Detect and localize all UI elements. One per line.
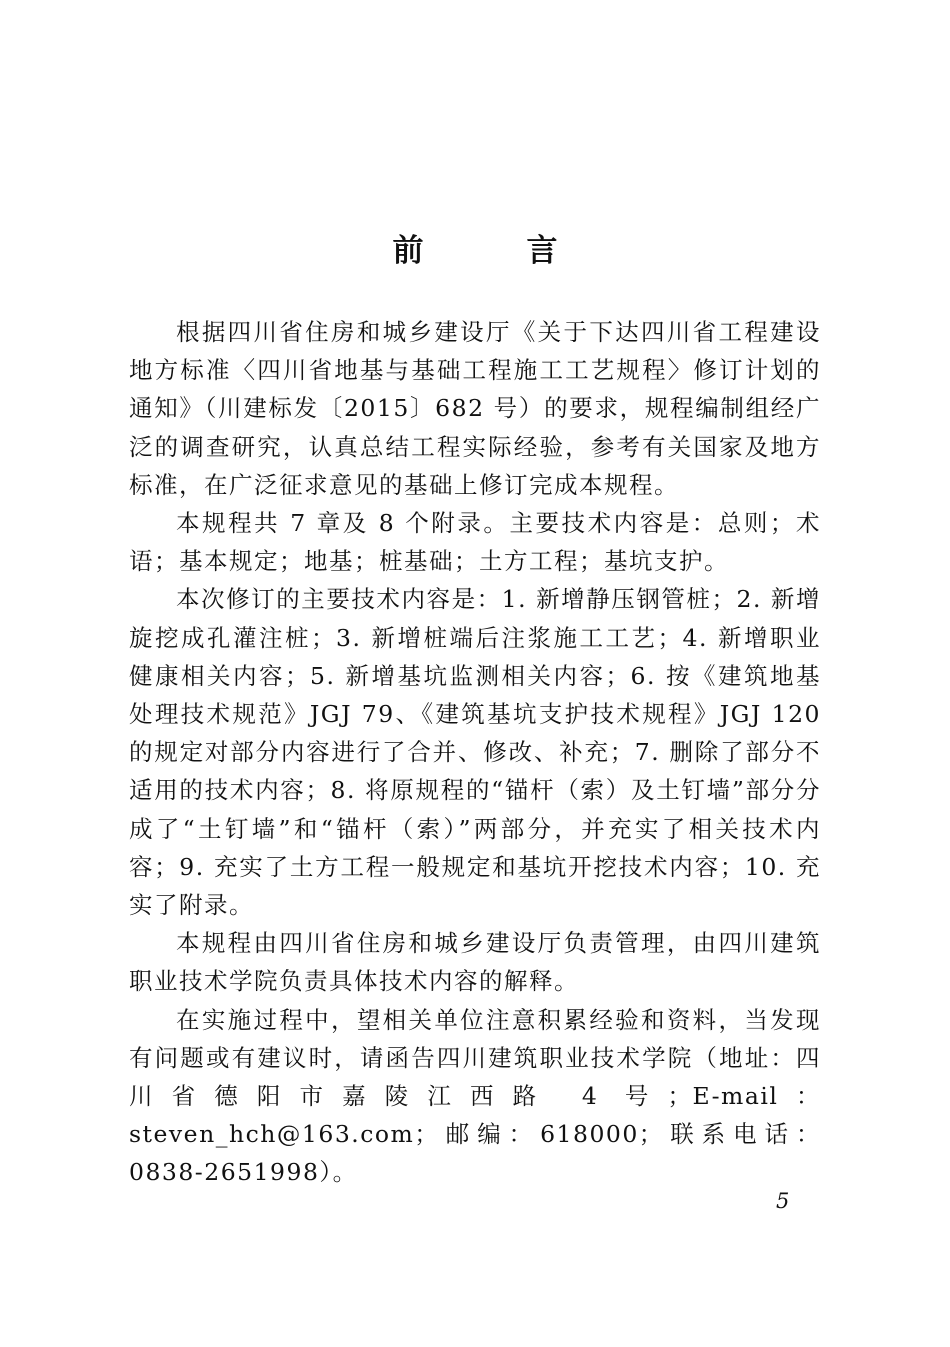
paragraph-revision-basis: 根据四川省住房和城乡建设厅《关于下达四川省工程建设地方标准〈四川省地基与基础工程施工工艺规程〉修订计划的通知》（川建标发〔2015〕682 号）的要求，规程编制组经广泛的调查研究，认真总结工程实际经验，参考有关国家及地方标准，在广泛征求意见的基础上修订完成本规程。 bbox=[129, 318, 821, 499]
paragraph-contents-overview: 本规程共 7 章及 8 个附录。主要技术内容是：总则；术语；基本规定；地基；桩基础；土方工程；基坑支护。 bbox=[129, 509, 821, 576]
paragraph-contact: 在实施过程中，望相关单位注意积累经验和资料，当发现有问题或有建议时，请函告四川建筑职业技术学院（地址：四川省德阳市嘉陵江西路 4 号；E-mail：steven_hch@163.com；邮编：618000；联系电话：0838-2651998）。 bbox=[129, 1005, 821, 1187]
preface-body bbox=[129, 313, 821, 1192]
page-number: 5 bbox=[776, 1189, 790, 1213]
paragraph-management: 本规程由四川省住房和城乡建设厅负责管理，由四川建筑职业技术学院负责具体技术内容的解释。 bbox=[129, 929, 821, 996]
page-title: 前 言 bbox=[392, 233, 594, 269]
paragraph-revision-details: 本次修订的主要技术内容是：1. 新增静压钢管桩；2. 新增旋挖成孔灌注桩；3. 新增桩端后注浆施工工艺；4. 新增职业健康相关内容；5. 新增基坑监测相关内容；6. 按《建筑地基处理技术规范》JGJ 79、《建筑基坑支护技术规程》JGJ 120 的规定对部分内容进行了合并、修改、补充；7. 删除了部分不适用的技术内容；8. 将原规程的“锚杆（索）及土钉墙”部分分成了“土钉墙”和“锚杆（索）”两部分，并充实了相关技术内容；9. 充实了土方工程一般规定和基坑开挖技术内容；10. 充实了附录。 bbox=[129, 585, 821, 920]
